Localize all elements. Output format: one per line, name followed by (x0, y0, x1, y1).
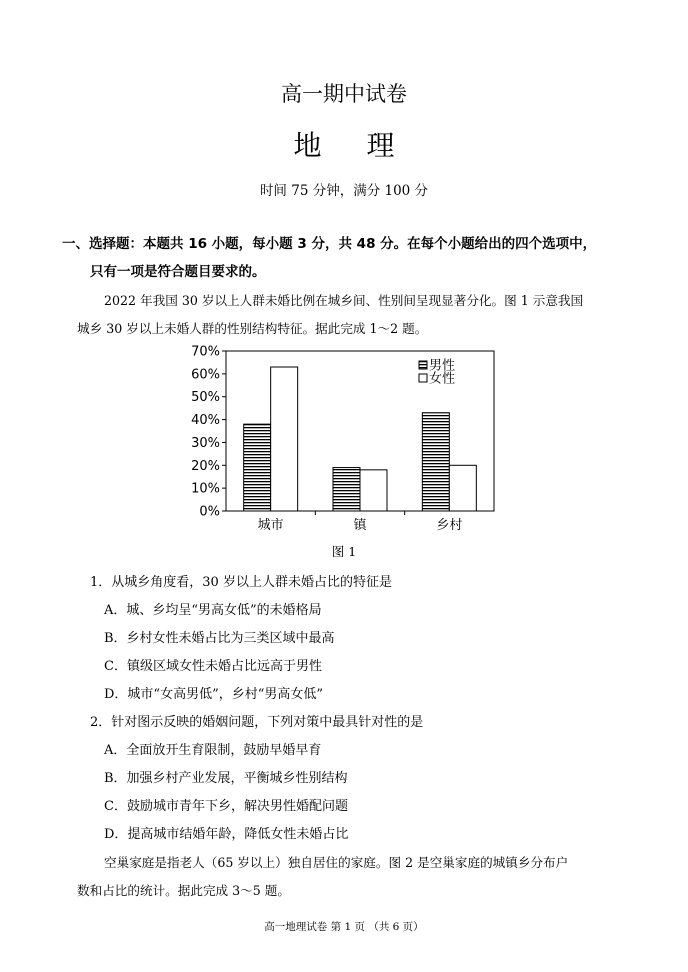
q1-option-c: C．镇级区域女性未婚占比远高于男性 (104, 659, 322, 674)
intro2-line2: 数和占比的统计。据此完成 3～5 题。 (77, 883, 290, 898)
intro1-line2: 城乡 30 岁以上未婚人群的性别结构特征。据此完成 1～2 题。 (77, 321, 428, 336)
y-tick-label: 40% (191, 413, 220, 429)
q1-option-b: B．乡村女性未婚占比为三类区域中最高 (104, 631, 335, 646)
q2-stem: 2．针对图示反映的婚姻问题，下列对策中最具针对性的是 (90, 715, 424, 730)
bar-male-2 (422, 413, 449, 511)
legend-label-male: 男性 (429, 358, 456, 374)
bar-male-0 (244, 424, 271, 511)
legend-label-female: 女性 (429, 371, 456, 387)
y-tick-label: 70% (191, 344, 220, 360)
x-category-label: 镇 (353, 518, 367, 533)
q2-option-c: C．鼓励城市青年下乡，解决男性婚配问题 (104, 799, 348, 814)
time-info: 时间 75 分钟，满分 100 分 (259, 183, 429, 199)
legend-swatch-male (419, 361, 427, 369)
bar-female-0 (271, 367, 298, 511)
q2-option-a: A．全面放开生育限制，鼓励早婚早育 (104, 743, 322, 758)
q2-option-b: B．加强乡村产业发展，平衡城乡性别结构 (104, 771, 348, 786)
legend-swatch-female (419, 374, 427, 382)
legend (419, 358, 455, 387)
bar-female-1 (360, 470, 387, 511)
x-category-label: 乡村 (436, 518, 463, 533)
y-tick-label: 50% (191, 390, 220, 406)
figure-caption: 图 1 (331, 544, 357, 559)
y-tick-label: 0% (199, 504, 220, 520)
y-tick-label: 20% (191, 458, 220, 474)
y-tick-label: 30% (191, 435, 220, 451)
section-heading-line2: 只有一项是符合题目要求的。 (90, 264, 266, 280)
q1-stem: 1．从城乡角度看，30 岁以上人群未婚占比的特征是 (90, 575, 392, 590)
exam-title: 高一期中试卷 (281, 82, 407, 106)
page-footer: 高一地理试卷 第 1 页 （共 6 页） (264, 921, 424, 933)
y-tick-label: 10% (191, 481, 220, 497)
x-category-label: 城市 (257, 518, 284, 533)
intro1-line1: 2022 年我国 30 岁以上人群未婚比例在城乡间、性别间呈现显著分化。图 1 示意我国 (104, 293, 584, 308)
q1-option-a: A．城、乡均呈“男高女低”的未婚格局 (104, 603, 322, 618)
y-tick-label: 60% (191, 367, 220, 383)
q2-option-d: D．提高城市结婚年龄，降低女性未婚占比 (104, 827, 349, 842)
q1-option-d: D．城市“女高男低”，乡村“男高女低” (104, 687, 324, 702)
subject-title: 地 理 (293, 129, 413, 162)
section-heading-line1: 一、选择题：本题共 16 小题，每小题 3 分，共 48 分。在每个小题给出的四个选项中， (62, 236, 597, 252)
bar-chart-figure-1 (180, 340, 530, 540)
bar-male-1 (333, 468, 360, 511)
bar-female-2 (449, 465, 476, 511)
intro2-line1: 空巢家庭是指老人（65 岁以上）独自居住的家庭。图 2 是空巢家庭的城镇乡分布户 (104, 855, 569, 870)
